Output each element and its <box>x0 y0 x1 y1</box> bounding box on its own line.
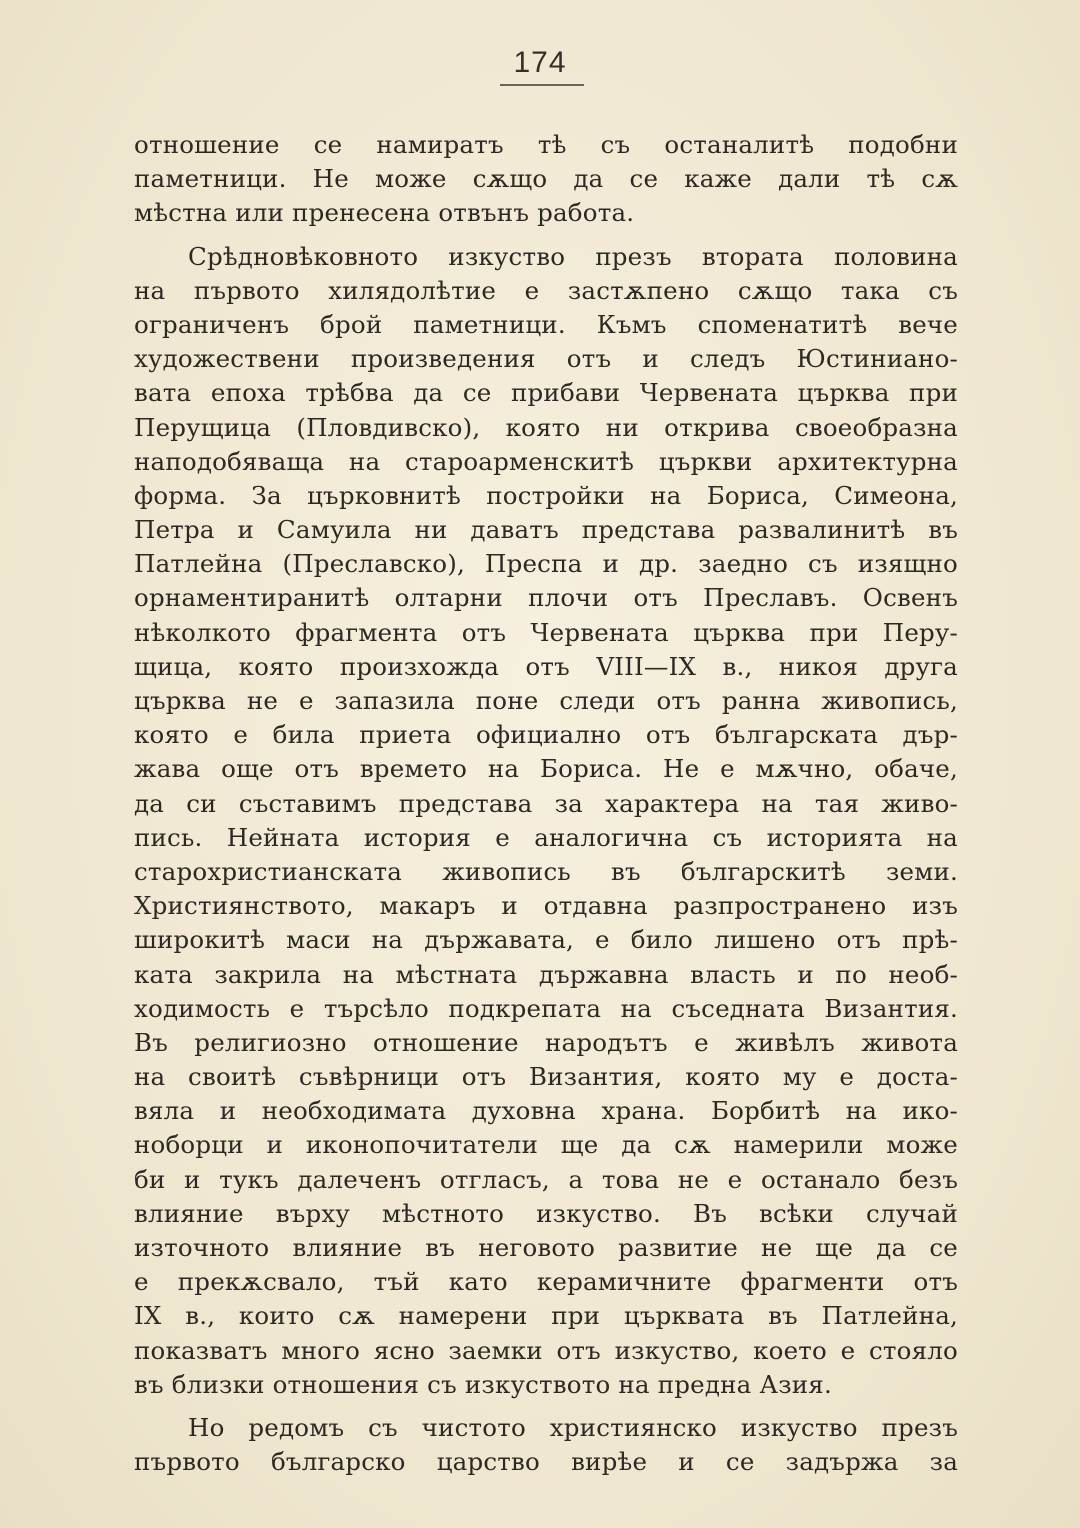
text-line: да си съставимъ представа за характера на тая живо- <box>134 788 958 818</box>
text-line: мѣстна или пренесена отвънъ работа. <box>134 198 635 228</box>
text-line: художествени произведения отъ и следъ Юстиниано- <box>134 344 958 374</box>
text-line: църква не е запазила поне следи отъ ранна живопись, <box>134 686 958 715</box>
text-line: ходимость е търсѣло подкрепата на съседната Византия. <box>134 993 958 1023</box>
text-line: Срѣдновѣковното изкуство презъ втората половина <box>188 241 958 271</box>
text-line: въ близки отношения съ изкуството на предна Азия. <box>134 1369 832 1399</box>
text-line: вяла и необходимата духовна храна. Борбитѣ на ико- <box>134 1096 958 1126</box>
text-line: която е била приета официално отъ българската дър- <box>134 720 958 750</box>
text-line: влияние върху мѣстното изкуство. Въ всѣки случай <box>134 1198 958 1228</box>
text-line: старохристианската живопись въ българскитѣ земи. <box>134 856 958 886</box>
text-line: пись. Нейната история е аналогична съ историята на <box>134 822 958 852</box>
text-line: източното влияние въ неговото развитие не ще да се <box>134 1233 958 1262</box>
page-number-rule <box>500 84 584 86</box>
text-line: вата епоха трѣбва да се прибави Червената църква при <box>134 378 958 408</box>
text-line: Но редомъ съ чистото християнско изкуство презъ <box>188 1412 958 1442</box>
text-line: ограниченъ брой паметници. Къмъ споменатитѣ вече <box>134 309 958 339</box>
text-line: отношение се намиратъ тѣ съ останалитѣ подобни <box>134 130 958 159</box>
text-line: ноборци и иконопочитатели ще да сѫ намерили може <box>134 1130 958 1160</box>
text-line: орнаментиранитѣ олтарни плочи отъ Преславъ. Освенъ <box>134 583 958 613</box>
text-line: би и тукъ далеченъ отгласъ, а това не е останало безъ <box>134 1164 958 1194</box>
text-line: Петра и Самуила ни даватъ представа развалинитѣ въ <box>134 515 958 545</box>
page-number: 174 <box>513 46 567 79</box>
text-line: първото българско царство вирѣе и се задържа за <box>134 1447 958 1477</box>
text-line: показватъ много ясно заемки отъ изкуство, което е стояло <box>134 1335 958 1365</box>
body-text <box>134 128 958 1479</box>
text-line: е прекѫсвало, тъй като керамичните фрагменти отъ <box>134 1267 958 1297</box>
text-line: Патлейна (Преславско), Преспа и др. заедно съ изящно <box>134 549 958 579</box>
text-line: Християнството, макаръ и отдавна разпространено изъ <box>134 891 958 921</box>
text-line: на своитѣ съвѣрници отъ Византия, която му е доста- <box>134 1062 958 1092</box>
text-line: Перущица (Пловдивско), която ни открива своеобразна <box>134 412 958 442</box>
text-line: IX в., които сѫ намерени при църквата въ Патлейна, <box>134 1301 958 1331</box>
text-line: форма. За църковнитѣ постройки на Бориса, Симеона, <box>134 480 958 510</box>
paragraph-2 <box>134 240 958 1402</box>
text-line: широкитѣ маси на държавата, е било лишено отъ прѣ- <box>134 925 958 955</box>
text-line: наподобяваща на староарменскитѣ църкви архитектурна <box>134 446 958 476</box>
paragraph-3 <box>134 1411 958 1479</box>
text-line: щица, която произхожда отъ VIII—IX в., никоя друга <box>134 651 958 681</box>
text-line: ката закрила на мѣстната държавна власть и по необ- <box>134 959 958 989</box>
text-line: нѣколкото фрагмента отъ Червената църква при Перу- <box>134 617 958 647</box>
text-line: Въ религиозно отношение народътъ е живѣлъ живота <box>134 1027 958 1057</box>
text-line: паметници. Не може сѫщо да се каже дали тѣ сѫ <box>134 164 958 194</box>
text-line: на първото хилядолѣтие е застѫпено сѫщо така съ <box>134 275 958 305</box>
paragraph-1 <box>134 128 958 231</box>
text-line: жава още отъ времето на Бориса. Не е мѫчно, обаче, <box>134 754 958 784</box>
